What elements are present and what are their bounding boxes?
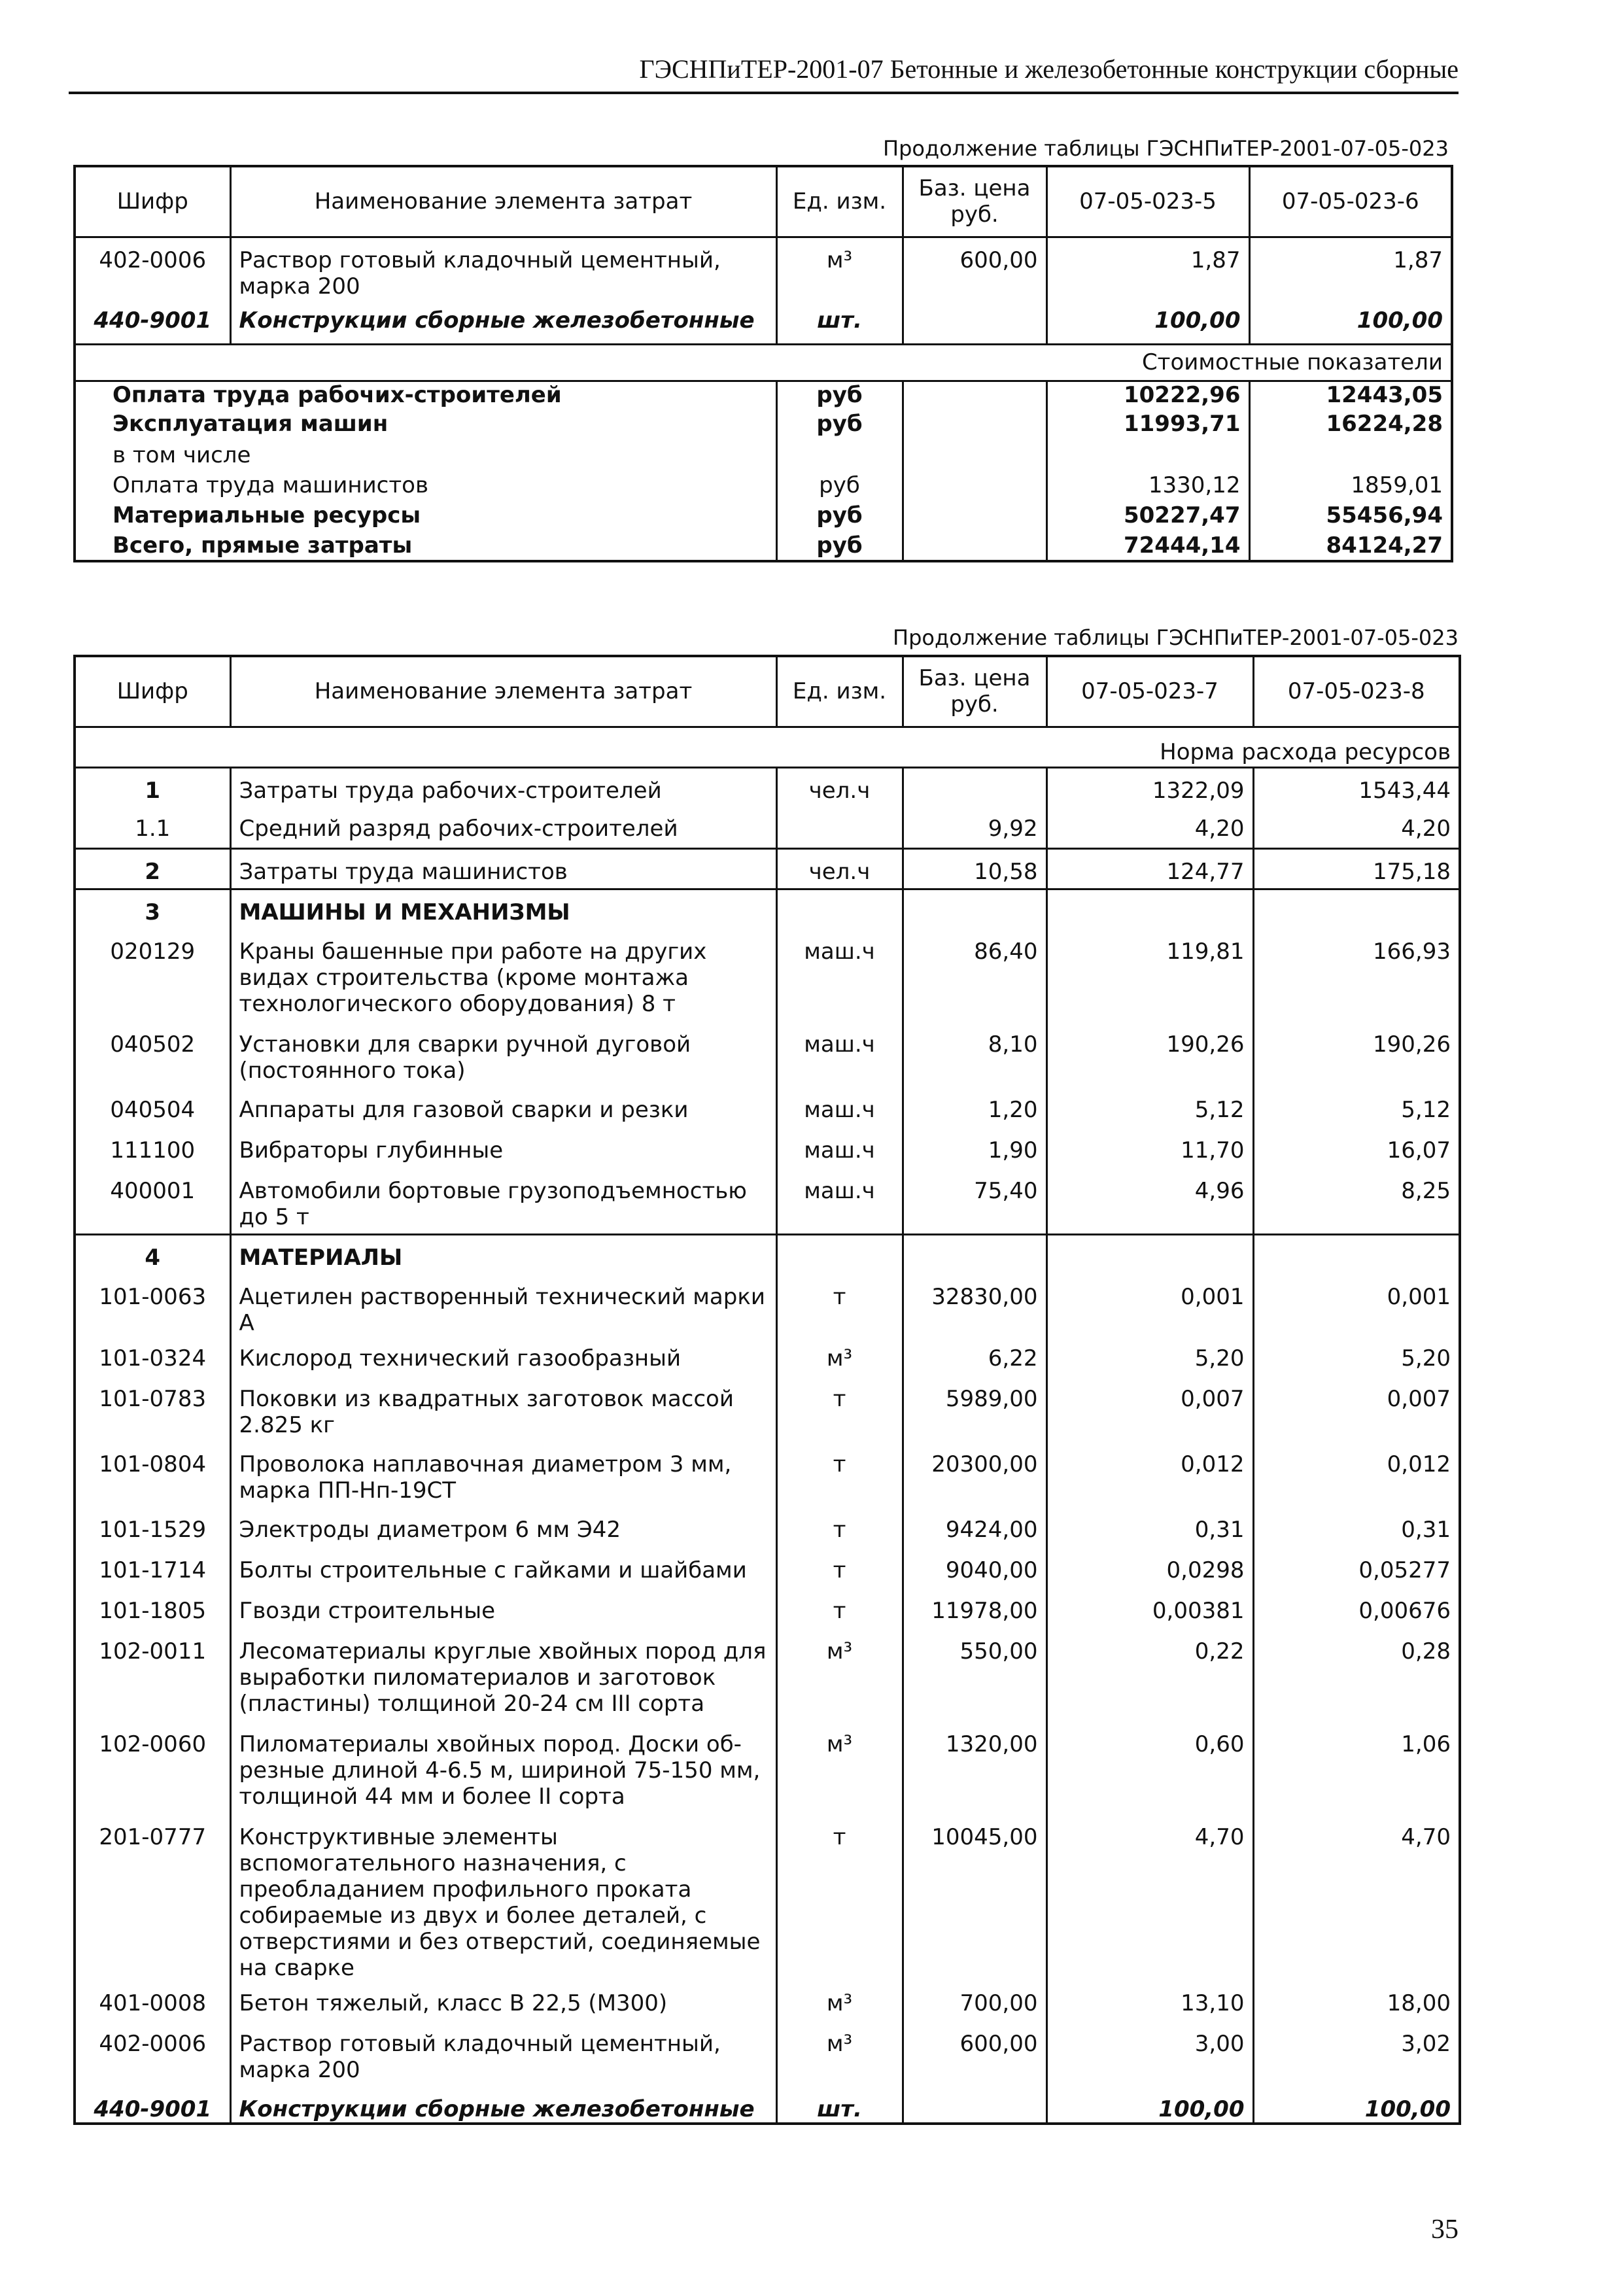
cell-unit: руб bbox=[776, 472, 903, 502]
col-header-unit: Ед. изм. bbox=[776, 166, 903, 237]
table-row bbox=[75, 1508, 1460, 1548]
table-row bbox=[75, 1275, 1460, 1336]
cell-price bbox=[903, 1234, 1046, 1275]
table-row bbox=[75, 1022, 1460, 1088]
cell-c1: 4,96 bbox=[1046, 1169, 1253, 1234]
cell-code: 101-0804 bbox=[99, 1451, 207, 1477]
cell-unit: маш.ч bbox=[776, 1022, 903, 1088]
cell-name: Конструкции сборные железобетонные bbox=[230, 307, 776, 344]
table-row bbox=[75, 472, 1452, 502]
cell-c1: 119,81 bbox=[1046, 929, 1253, 1022]
cell-c1: 5,12 bbox=[1046, 1088, 1253, 1128]
table-row bbox=[75, 1589, 1460, 1629]
cell-unit: м³ bbox=[776, 1722, 903, 1815]
cell-code: 1.1 bbox=[75, 808, 230, 848]
cell-c2 bbox=[1253, 889, 1460, 929]
cell-code: 1 bbox=[75, 767, 230, 808]
cell-c1 bbox=[1046, 1234, 1253, 1275]
cell-unit: т bbox=[776, 1548, 903, 1589]
cell-unit: маш.ч bbox=[776, 1169, 903, 1234]
table-row bbox=[75, 848, 1460, 889]
table-row bbox=[75, 1981, 1460, 2022]
table-row bbox=[75, 307, 1452, 344]
table-row bbox=[75, 1629, 1460, 1722]
cell-name: Поковки из квадратных заготовок массой 2.825 кг bbox=[230, 1377, 776, 1442]
cell-code: 111100 bbox=[110, 1137, 196, 1164]
cell-price: 550,00 bbox=[903, 1629, 1046, 1722]
cell-unit: шт. bbox=[776, 2087, 903, 2124]
cell-price: 75,40 bbox=[903, 1169, 1046, 1234]
cell-c2: 175,18 bbox=[1253, 848, 1460, 889]
cell-c2: 3,02 bbox=[1253, 2022, 1460, 2087]
cell-code: 101-1805 bbox=[99, 1598, 207, 1624]
cell-c1: 100,00 bbox=[1046, 307, 1249, 344]
cell-name: Раствор готовый кладочный цементный, марка 200 bbox=[230, 2022, 776, 2087]
cell-price: 600,00 bbox=[903, 2022, 1046, 2087]
cell-name: Конструкции сборные железобетонные bbox=[230, 2087, 776, 2124]
cell-code: 101-0324 bbox=[99, 1345, 207, 1372]
cell-name: Гвозди строительные bbox=[230, 1589, 776, 1629]
cell-c1: 0,22 bbox=[1046, 1629, 1253, 1722]
cell-c2: 16224,28 bbox=[1249, 411, 1452, 442]
cell-c1: 50227,47 bbox=[1046, 502, 1249, 532]
cell-code: 4 bbox=[75, 1234, 230, 1275]
cell-unit: маш.ч bbox=[776, 1088, 903, 1128]
cell-name: Материальные ресурсы bbox=[112, 502, 421, 528]
cell-price: 20300,00 bbox=[903, 1442, 1046, 1508]
cell-unit: м³ bbox=[776, 2022, 903, 2087]
cell-c2: 0,00676 bbox=[1253, 1589, 1460, 1629]
cell-name: Болты строительные с гайками и шайбами bbox=[230, 1548, 776, 1589]
cell-empty bbox=[903, 442, 1046, 472]
cell-code: 3 bbox=[75, 889, 230, 929]
col-header-name: Наименование элемента затрат bbox=[230, 166, 776, 237]
cell-name: Кислород технический газообразный bbox=[230, 1336, 776, 1377]
col-header-c2: 07-05-023-6 bbox=[1249, 166, 1452, 237]
cell-c2: 55456,94 bbox=[1249, 502, 1452, 532]
cell-c2: 18,00 bbox=[1253, 1981, 1460, 2022]
cell-code: 020129 bbox=[110, 939, 196, 965]
cell-name: МАТЕРИАЛЫ bbox=[230, 1234, 776, 1275]
table2-header-row bbox=[75, 656, 1460, 727]
cell-name: Электроды диаметром 6 мм Э42 bbox=[230, 1508, 776, 1548]
cell-name: Затраты труда рабочих-строителей bbox=[230, 767, 776, 808]
cell-unit: руб bbox=[776, 502, 903, 532]
cell-c1: 0,001 bbox=[1046, 1275, 1253, 1336]
cell-code: 401-0008 bbox=[99, 1990, 207, 2016]
cell-c1: 0,0298 bbox=[1046, 1548, 1253, 1589]
cell-empty bbox=[903, 472, 1046, 502]
cell-empty bbox=[903, 532, 1046, 561]
section-title: Норма расхода ресурсов bbox=[1160, 738, 1451, 765]
section-row bbox=[75, 727, 1460, 767]
table-row bbox=[75, 1548, 1460, 1589]
cell-c2: 100,00 bbox=[1249, 307, 1452, 344]
cell-name: в том числе bbox=[112, 442, 251, 468]
cell-c1: 5,20 bbox=[1046, 1336, 1253, 1377]
col-header-unit: Ед. изм. bbox=[776, 656, 903, 727]
cell-c2: 12443,05 bbox=[1249, 381, 1452, 411]
header-rule bbox=[69, 92, 1459, 94]
cell-unit: т bbox=[776, 1589, 903, 1629]
cell-c2: 84124,27 bbox=[1249, 532, 1452, 561]
cell-code: 040504 bbox=[110, 1097, 196, 1123]
cell-code: 2 bbox=[145, 858, 161, 885]
cell-price: 600,00 bbox=[903, 237, 1046, 307]
col-header-price: Баз. цена руб. bbox=[903, 656, 1046, 727]
cell-price: 10,58 bbox=[903, 848, 1046, 889]
table-row bbox=[75, 1169, 1460, 1234]
cell-code: 040502 bbox=[110, 1031, 196, 1058]
cell-price: 9040,00 bbox=[903, 1548, 1046, 1589]
cell-empty bbox=[903, 502, 1046, 532]
cell-c2: 1,87 bbox=[1249, 237, 1452, 307]
cell-name: Вибраторы глубинные bbox=[230, 1128, 776, 1169]
cell-c1: 10222,96 bbox=[1046, 381, 1249, 411]
cell-unit bbox=[776, 1234, 903, 1275]
cell-price bbox=[903, 307, 1046, 344]
cell-name: Автомобили бортовые грузоподъемностью до 5 т bbox=[230, 1169, 776, 1234]
col-header-c2: 07-05-023-8 bbox=[1253, 656, 1460, 727]
cell-code: 402-0006 bbox=[99, 247, 207, 273]
cell-c2: 5,20 bbox=[1253, 1336, 1460, 1377]
cell-unit: маш.ч bbox=[776, 1128, 903, 1169]
cell-c1: 0,31 bbox=[1046, 1508, 1253, 1548]
cell-code: 101-0783 bbox=[99, 1386, 207, 1412]
cell-unit: м³ bbox=[776, 237, 903, 307]
cell-name: Эксплуатация машин bbox=[112, 411, 389, 437]
cell-unit: руб bbox=[776, 532, 903, 561]
cell-c1: 3,00 bbox=[1046, 2022, 1253, 2087]
cell-unit: чел.ч bbox=[776, 767, 903, 808]
cell-price bbox=[903, 767, 1046, 808]
cell-unit: шт. bbox=[776, 307, 903, 344]
cell-unit: маш.ч bbox=[776, 929, 903, 1022]
cell-c2: 0,28 bbox=[1253, 1629, 1460, 1722]
cell-name: Оплата труда рабочих-строителей bbox=[75, 381, 776, 411]
section-title: Стоимостные показатели bbox=[1046, 344, 1452, 381]
table2 bbox=[73, 655, 1461, 2125]
cell-c1: 4,70 bbox=[1046, 1815, 1253, 1981]
cell-price: 1320,00 bbox=[903, 1722, 1046, 1815]
cell-c1: 0,007 bbox=[1046, 1377, 1253, 1442]
cell-code: 101-1714 bbox=[99, 1557, 207, 1583]
cell-unit bbox=[776, 889, 903, 929]
cell-price: 86,40 bbox=[903, 929, 1046, 1022]
cell-c2: 0,31 bbox=[1253, 1508, 1460, 1548]
table-row bbox=[75, 1336, 1460, 1377]
cell-name: МАШИНЫ И МЕХАНИЗМЫ bbox=[230, 889, 776, 929]
table-row bbox=[75, 442, 1452, 472]
cell-name: Средний разряд рабочих-строителей bbox=[230, 808, 776, 848]
cell-price: 9424,00 bbox=[903, 1508, 1046, 1548]
cell-unit: т bbox=[776, 1275, 903, 1336]
col-header-c1: 07-05-023-5 bbox=[1046, 166, 1249, 237]
cell-c2: 190,26 bbox=[1253, 1022, 1460, 1088]
cell-c2: 5,12 bbox=[1253, 1088, 1460, 1128]
cell-c1: 0,00381 bbox=[1046, 1589, 1253, 1629]
cell-code: 102-0011 bbox=[99, 1638, 207, 1665]
cell-price: 700,00 bbox=[903, 1981, 1046, 2022]
table1 bbox=[73, 165, 1453, 562]
cell-c1: 1,87 bbox=[1046, 237, 1249, 307]
cell-name: Проволока наплавочная диаметром 3 мм, марка ПП-Нп-19СТ bbox=[230, 1442, 776, 1508]
table-row bbox=[75, 767, 1460, 808]
col-header-code: Шифр bbox=[75, 656, 230, 727]
cell-c2: 16,07 bbox=[1253, 1128, 1460, 1169]
col-header-name: Наименование элемента затрат bbox=[230, 656, 776, 727]
cell-unit: т bbox=[776, 1508, 903, 1548]
cell-c2 bbox=[1253, 1234, 1460, 1275]
table-row bbox=[75, 1377, 1460, 1442]
table-row bbox=[75, 1088, 1460, 1128]
cell-name: Аппараты для газовой сварки и резки bbox=[230, 1088, 776, 1128]
cell-c1: 1330,12 bbox=[1046, 472, 1249, 502]
cell-name: Лесоматериалы круглые хвойных пород для выработки пиломатериалов и заготовок (пластины) толщиной 20-24 см III сорта bbox=[230, 1629, 776, 1722]
cell-code: 400001 bbox=[110, 1178, 196, 1204]
cell-c2: 0,05277 bbox=[1253, 1548, 1460, 1589]
cell-c2: 100,00 bbox=[1253, 2087, 1460, 2124]
cell-c1: 190,26 bbox=[1046, 1022, 1253, 1088]
cell-c1: 1322,09 bbox=[1046, 767, 1253, 808]
cell-unit: т bbox=[776, 1442, 903, 1508]
table-row bbox=[75, 1442, 1460, 1508]
cell-empty bbox=[903, 411, 1046, 442]
cell-name: Установки для сварки ручной дуговой (постоянного тока) bbox=[230, 1022, 776, 1088]
cell-c2: 8,25 bbox=[1253, 1169, 1460, 1234]
cell-name: Пиломатериалы хвойных пород. Доски об-резные длиной 4-6.5 м, шириной 75-150 мм, толщиной 44 мм и более II сорта bbox=[230, 1722, 776, 1815]
table-row bbox=[75, 1815, 1460, 1981]
table-row bbox=[75, 889, 1460, 929]
cell-c1 bbox=[1046, 442, 1249, 472]
cell-unit: руб bbox=[776, 411, 903, 442]
cell-code: 402-0006 bbox=[99, 2031, 207, 2057]
cell-name: Краны башенные при работе на других видах строительства (кроме монтажа технологического оборудования) 8 т bbox=[230, 929, 776, 1022]
cell-price bbox=[903, 2087, 1046, 2124]
cell-c1: 72444,14 bbox=[1046, 532, 1249, 561]
table-row bbox=[75, 2022, 1460, 2087]
cell-unit bbox=[776, 808, 903, 848]
table-row bbox=[75, 808, 1460, 848]
table-row bbox=[75, 929, 1460, 1022]
col-header-code: Шифр bbox=[75, 166, 230, 237]
cell-price: 1,90 bbox=[903, 1128, 1046, 1169]
cell-c1: 0,012 bbox=[1046, 1442, 1253, 1508]
cell-unit: т bbox=[776, 1377, 903, 1442]
cell-unit: м³ bbox=[776, 1629, 903, 1722]
cell-price: 9,92 bbox=[903, 808, 1046, 848]
cell-price: 10045,00 bbox=[903, 1815, 1046, 1981]
cell-c1: 100,00 bbox=[1046, 2087, 1253, 2124]
cell-code: 102-0060 bbox=[99, 1731, 207, 1757]
cell-c2: 0,001 bbox=[1253, 1275, 1460, 1336]
cell-name: Конструктивные элементы вспомогательного назначения, с преобладанием профильного проката собираемые из двух и более деталей, с отверстиями и без отверстий, соединяемые на сварке bbox=[230, 1815, 776, 1981]
table1-caption: Продолжение таблицы ГЭСНПиТЕР-2001-07-05-023 bbox=[883, 136, 1449, 161]
cell-price: 32830,00 bbox=[903, 1275, 1046, 1336]
table-row bbox=[75, 502, 1452, 532]
cell-price: 11978,00 bbox=[903, 1589, 1046, 1629]
cell-name: Ацетилен растворенный технический марки А bbox=[230, 1275, 776, 1336]
cell-empty bbox=[903, 381, 1046, 411]
cell-unit: руб bbox=[776, 381, 903, 411]
cell-unit: чел.ч bbox=[776, 848, 903, 889]
cell-price: 5989,00 bbox=[903, 1377, 1046, 1442]
cell-c1: 124,77 bbox=[1046, 848, 1253, 889]
cell-empty bbox=[75, 727, 1046, 767]
page-header-title: ГЭСНПиТЕР-2001-07 Бетонные и железобетонные конструкции сборные bbox=[639, 54, 1459, 84]
cell-code: 101-0063 bbox=[99, 1284, 207, 1310]
table-row bbox=[75, 237, 1452, 307]
section-row bbox=[75, 344, 1452, 381]
cell-name: Всего, прямые затраты bbox=[112, 532, 413, 559]
table-row bbox=[75, 1234, 1460, 1275]
cell-name: Раствор готовый кладочный цементный, марка 200 bbox=[230, 237, 776, 307]
table-row bbox=[75, 411, 1452, 442]
cell-unit bbox=[776, 442, 903, 472]
cell-c1: 13,10 bbox=[1046, 1981, 1253, 2022]
cell-c2: 1,06 bbox=[1253, 1722, 1460, 1815]
cell-c2 bbox=[1249, 442, 1452, 472]
cell-c2: 4,20 bbox=[1253, 808, 1460, 848]
cell-price: 6,22 bbox=[903, 1336, 1046, 1377]
cell-c1 bbox=[1046, 889, 1253, 929]
cell-c2: 1543,44 bbox=[1253, 767, 1460, 808]
cell-c1: 0,60 bbox=[1046, 1722, 1253, 1815]
cell-c2: 0,007 bbox=[1253, 1377, 1460, 1442]
cell-unit: м³ bbox=[776, 1981, 903, 2022]
cell-c2: 0,012 bbox=[1253, 1442, 1460, 1508]
cell-c2: 166,93 bbox=[1253, 929, 1460, 1022]
cell-c2: 4,70 bbox=[1253, 1815, 1460, 1981]
cell-c1: 11993,71 bbox=[1046, 411, 1249, 442]
table1-header-row bbox=[75, 166, 1452, 237]
col-header-price: Баз. цена руб. bbox=[903, 166, 1046, 237]
cell-code: 201-0777 bbox=[99, 1824, 207, 1850]
table-row bbox=[75, 1128, 1460, 1169]
cell-unit: т bbox=[776, 1815, 903, 1981]
cell-unit: м³ bbox=[776, 1336, 903, 1377]
cell-price: 1,20 bbox=[903, 1088, 1046, 1128]
cell-code: 440-9001 bbox=[94, 2096, 212, 2122]
cell-c2: 1859,01 bbox=[1249, 472, 1452, 502]
cell-empty bbox=[75, 344, 1046, 381]
table2-caption: Продолжение таблицы ГЭСНПиТЕР-2001-07-05-023 bbox=[893, 625, 1459, 650]
cell-name: Оплата труда машинистов bbox=[112, 472, 429, 498]
cell-code: 440-9001 bbox=[94, 307, 212, 334]
cell-price bbox=[903, 889, 1046, 929]
cell-name: Затраты труда машинистов bbox=[230, 848, 776, 889]
table-row bbox=[75, 1722, 1460, 1815]
table-row bbox=[75, 381, 1452, 411]
col-header-c1: 07-05-023-7 bbox=[1046, 656, 1253, 727]
table-row bbox=[75, 532, 1452, 561]
page-number: 35 bbox=[1431, 2215, 1459, 2245]
cell-c1: 11,70 bbox=[1046, 1128, 1253, 1169]
table-row bbox=[75, 2087, 1460, 2124]
cell-code: 101-1529 bbox=[99, 1517, 207, 1543]
cell-price: 8,10 bbox=[903, 1022, 1046, 1088]
cell-name: Бетон тяжелый, класс В 22,5 (М300) bbox=[230, 1981, 776, 2022]
cell-c1: 4,20 bbox=[1046, 808, 1253, 848]
